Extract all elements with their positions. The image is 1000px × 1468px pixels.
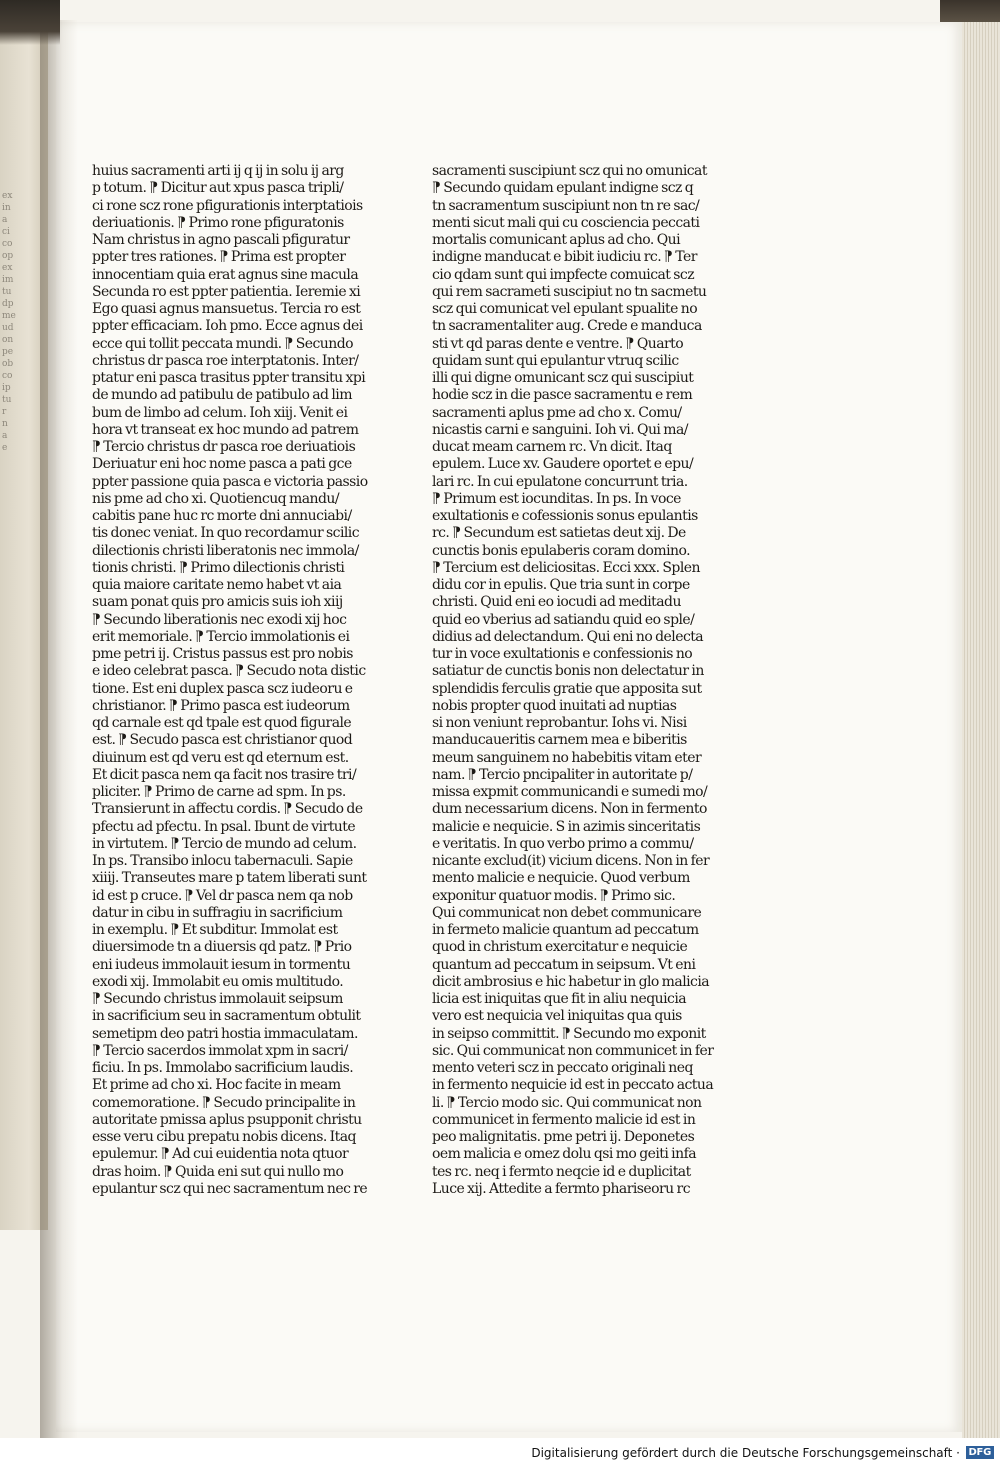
- text-line: esse veru cibu prepatu nobis dicens. Itaq: [92, 1129, 356, 1145]
- text-line: oem malicia e omez dolu qsi mo geiti infa: [432, 1146, 696, 1163]
- text-line: In ps. Transibo inlocu tabernaculi. Sapie: [92, 853, 353, 869]
- text-line: ⁋ Secundo liberationis nec exodi xij hoc: [92, 611, 347, 628]
- text-line: communicet in fermento malicie id est in: [432, 1111, 696, 1128]
- text-line: xiiij. Transeutes mare p tatem liberati sunt: [92, 870, 367, 887]
- facing-page-bleed-text: ex in a ci co op ex im tu dp me ud on pe ob co ip tu r n a e: [2, 191, 16, 453]
- text-line: e veritatis. In quo verbo primo a commu/: [432, 835, 694, 852]
- footer-bar: [0, 1438, 1000, 1468]
- text-line: splendidis ferculis gratie que apposita sut: [432, 680, 702, 697]
- text-line: cabitis pane huc rc morte dni annuciabi/: [92, 508, 352, 524]
- text-line: Transierunt in affectu cordis. ⁋ Secudo de: [92, 801, 363, 818]
- text-line: diuersimode tn a diuersis qd patz. ⁋ Prio: [92, 939, 352, 956]
- text-line: ptatur eni pasca trasitus ppter transitu xpi: [92, 370, 366, 386]
- text-line: quia maiore caritate nemo habet vt aia: [92, 577, 342, 593]
- text-line: in seipso committit. ⁋ Secundo mo exponit: [432, 1025, 706, 1042]
- text-line: menti sicut mali qui cu cosciencia peccati: [432, 214, 700, 231]
- text-line: ⁋ Secundo quidam epulant indigne scz q: [432, 180, 694, 197]
- text-line: ⁋ Tercio sacerdos immolat xpm in sacri/: [92, 1042, 348, 1059]
- text-line: est. ⁋ Secudo pasca est christianor quod: [92, 732, 353, 749]
- text-column-right: [432, 163, 732, 1198]
- text-line: mento malicie e nequicie. Quod verbum: [432, 870, 690, 887]
- text-line: tionis christi. ⁋ Primo dilectionis christi: [92, 559, 345, 576]
- text-line: ducat meam carnem rc. Vn dicit. Itaq: [432, 439, 672, 455]
- text-line: tis donec veniat. In quo recordamur scilic: [92, 525, 360, 542]
- binding-edge: [0, 0, 60, 45]
- text-column-left: [92, 163, 377, 1198]
- text-line: diuinum est qd veru est qd eternum est.: [92, 749, 349, 766]
- text-line: ci rone scz rone pfigurationis interptatiois: [92, 197, 363, 214]
- text-line: missa expmit communicandi e sumedi mo/: [432, 784, 708, 800]
- text-line: ⁋ Primum est iocunditas. In ps. In voce: [432, 490, 681, 507]
- text-line: vero est nequicia vel iniquitas qua quis: [432, 1008, 682, 1025]
- text-line: tes rc. neq i fermto neqcie id e duplicitat: [432, 1163, 691, 1180]
- text-line: nicante exclud(it) vicium dicens. Non in fer: [432, 853, 710, 869]
- text-line: eni iudeus immolauit iesum in tormentu: [92, 956, 351, 973]
- text-line: Deriuatur eni hoc nome pasca a pati gce: [92, 456, 352, 473]
- text-line: nicastis carni e sanguini. Ioh vi. Qui ma/: [432, 421, 688, 438]
- text-line: sacramenti suscipiunt scz qui no omunicat: [432, 163, 707, 179]
- text-line: manducaueritis carnem mea e biberitis: [432, 732, 687, 749]
- text-line: mortalis comunicant aplus ad cho. Qui: [432, 232, 681, 248]
- text-line: hora vt transeat ex hoc mundo ad patrem: [92, 421, 359, 438]
- text-line: tn sacramentum suscipiunt non tn re sac/: [432, 197, 700, 214]
- text-line: quantum ad peccatum in seipsum. Vt eni: [432, 956, 696, 973]
- text-line: cio qdam sunt qui impfecte comuicat scz: [432, 266, 695, 283]
- text-line: autoritate pmissa aplus psupponit christu: [92, 1111, 362, 1128]
- text-line: p totum. ⁋ Dicitur aut xpus pasca tripli/: [92, 180, 344, 197]
- text-line: de mundo ad patibulu de patibulo ad lim: [92, 387, 352, 404]
- text-line: scz qui comunicat vel epulant spualite no: [432, 301, 698, 317]
- gutter-shadow: [40, 20, 78, 1440]
- text-line: erit memoriale. ⁋ Tercio immolationis ei: [92, 628, 350, 645]
- text-line: in fermeto malicie quantum ad peccatum: [432, 922, 699, 938]
- text-line: dilectionis christi liberatonis nec immola/: [92, 542, 359, 559]
- text-line: peo malignitatis. pme petri ij. Deponetes: [432, 1129, 695, 1145]
- text-line: bum de limbo ad celum. Ioh xiij. Venit ei: [92, 404, 348, 421]
- text-line: quidam sunt qui epulantur vtruq scilic: [432, 352, 679, 369]
- dfg-logo: DFG: [966, 1446, 994, 1459]
- text-line: sacramenti aplus pme ad cho x. Comu/: [432, 404, 682, 421]
- text-line: datur in cibu in suffragiu in sacrificium: [92, 904, 343, 921]
- text-line: sic. Qui communicat non communicet in fer: [432, 1042, 714, 1059]
- text-line: si non veniunt reprobantur. Iohs vi. Nisi: [432, 715, 687, 731]
- text-line: innocentiam quia erat agnus sine macula: [92, 266, 359, 283]
- text-line: tur in voce exultationis e confessionis no: [432, 646, 693, 662]
- fore-edge-top: [940, 0, 1000, 22]
- text-line: epulantur scz qui nec sacramentum nec re: [92, 1180, 368, 1197]
- text-line: Luce xij. Attedite a fermto phariseoru rc: [432, 1180, 690, 1197]
- text-line: mento veteri scz in peccato originali neq: [432, 1060, 693, 1076]
- text-line: quid eo vberius ad satiandu quid eo sple/: [432, 611, 695, 628]
- text-line: dum necessarium dicens. Non in fermento: [432, 801, 707, 818]
- text-line: Et prime ad cho xi. Hoc facite in meam: [92, 1077, 341, 1094]
- text-line: sti vt qd paras dente e ventre. ⁋ Quarto: [432, 335, 684, 352]
- text-line: ppter tres rationes. ⁋ Prima est propter: [92, 249, 346, 266]
- text-line: deriuationis. ⁋ Primo rone pfiguratonis: [92, 214, 344, 231]
- text-line: hodie scz in die pasce sacramentu e rem: [432, 387, 693, 404]
- text-line: dicit ambrosius e hic habetur in glo malicia: [432, 973, 710, 990]
- text-line: christianor. ⁋ Primo pasca est iudeorum: [92, 697, 350, 714]
- text-line: ⁋ Secundo christus immolauit seipsum: [92, 991, 343, 1007]
- text-line: comemoratione. ⁋ Secudo principalite in: [92, 1094, 356, 1111]
- funding-credit: Digitalisierung gefördert durch die Deutsche Forschungsgemeinschaft ·: [531, 1446, 960, 1460]
- text-line: meum sanguinem no habebitis vitam eter: [432, 749, 702, 766]
- text-line: id est p cruce. ⁋ Vel dr pasca nem qa nob: [92, 887, 353, 904]
- text-line: cunctis bonis epulaberis coram domino.: [432, 542, 691, 559]
- text-line: indigne manducat e bibit iudiciu rc. ⁋ Ter: [432, 249, 697, 266]
- text-line: in virtutem. ⁋ Tercio de mundo ad celum.: [92, 835, 357, 852]
- fore-edge: [962, 18, 1000, 1438]
- text-line: huius sacramenti arti ij q ij in solu ij arg: [92, 163, 344, 179]
- text-line: illi qui digne omunicant scz qui suscipiut: [432, 370, 694, 386]
- text-line: malicie e nequicie. S in azimis sinceritatis: [432, 818, 701, 835]
- text-line: in sacrificium seu in sacramentum obtulit: [92, 1008, 361, 1025]
- text-line: in exemplu. ⁋ Et subditur. Immolat est: [92, 922, 338, 938]
- text-line: e ideo celebrat pasca. ⁋ Secudo nota distic: [92, 663, 366, 680]
- text-line: exodi xij. Immolabit eu omis multitudo.: [92, 973, 344, 990]
- text-line: satiatur de cunctis bonis non delectatur in: [432, 663, 704, 680]
- text-line: ⁋ Tercio christus dr pasca roe deriuatiois: [92, 439, 356, 455]
- text-line: pme petri ij. Cristus passus est pro nobis: [92, 646, 353, 662]
- text-line: ppter passione quia pasca e victoria passio: [92, 473, 368, 490]
- text-line: pliciter. ⁋ Primo de carne ad spm. In ps.: [92, 784, 346, 800]
- text-line: licia est iniquitas que fit in aliu nequicia: [432, 991, 687, 1007]
- text-line: tione. Est eni duplex pasca scz iudeoru e: [92, 680, 353, 697]
- text-line: exponitur quatuor modis. ⁋ Primo sic.: [432, 887, 676, 904]
- text-line: Secunda ro est ppter patientia. Ieremie xi: [92, 283, 361, 300]
- text-line: qui rem sacrameti suscipiut no tn sacmetu: [432, 283, 707, 300]
- text-line: Nam christus in agno pascali pfiguratur: [92, 232, 350, 248]
- text-line: qd carnale est qd tpale est quod figurale: [92, 715, 352, 731]
- text-line: nis pme ad cho xi. Quotiencuq mandu/: [92, 490, 340, 507]
- text-line: christi. Quid eni eo iocudi ad meditadu: [432, 594, 681, 611]
- text-line: tn sacramentaliter aug. Crede e manduca: [432, 318, 702, 335]
- text-line: in fermento nequicie id est in peccato actua: [432, 1077, 714, 1094]
- text-line: epulem. Luce xv. Gaudere oportet e epu/: [432, 456, 694, 473]
- text-line: pfectu ad pfectu. In psal. Ibunt de virtute: [92, 818, 356, 835]
- text-line: Ego quasi agnus mansuetus. Tercia ro est: [92, 301, 361, 317]
- text-line: quod in christum exercitatur e nequicie: [432, 939, 688, 956]
- text-line: ficiu. In ps. Immolabo sacrificium laudis.: [92, 1060, 354, 1076]
- text-line: semetipm deo patri hostia immaculatam.: [92, 1025, 358, 1042]
- text-line: ecce qui tollit peccata mundi. ⁋ Secundo: [92, 335, 354, 352]
- text-line: Et dicit pasca nem qa facit nos trasire tri/: [92, 766, 357, 783]
- text-line: ⁋ Tercium est deliciositas. Ecci xxx. Splen: [432, 559, 700, 576]
- text-line: lari rc. In cui epulatone concurrunt tria.: [432, 473, 688, 490]
- text-line: suam ponat quis pro amicis suis ioh xiij: [92, 594, 343, 611]
- text-line: ppter efficaciam. Ioh pmo. Ecce agnus dei: [92, 318, 363, 335]
- text-line: rc. ⁋ Secundum est satietas deut xij. De: [432, 525, 686, 542]
- text-line: dras hoim. ⁋ Quida eni sut qui nullo mo: [92, 1163, 344, 1180]
- text-line: epulemur. ⁋ Ad cui euidentia nota qtuor: [92, 1146, 349, 1163]
- text-line: didu cor in epulis. Que tria sunt in corpe: [432, 577, 690, 593]
- text-line: nobis propter quod inuitati ad nuptias: [432, 697, 677, 714]
- text-line: didius ad delectandum. Qui eni no delecta: [432, 628, 704, 645]
- text-line: christus dr pasca roe interptatonis. Inter/: [92, 352, 359, 369]
- text-line: exultationis e cofessionis sonus epulantis: [432, 508, 698, 524]
- text-line: nam. ⁋ Tercio pncipaliter in autoritate p/: [432, 766, 693, 783]
- text-line: li. ⁋ Tercio modo sic. Qui communicat non: [432, 1094, 702, 1111]
- text-line: Qui communicat non debet communicare: [432, 904, 702, 921]
